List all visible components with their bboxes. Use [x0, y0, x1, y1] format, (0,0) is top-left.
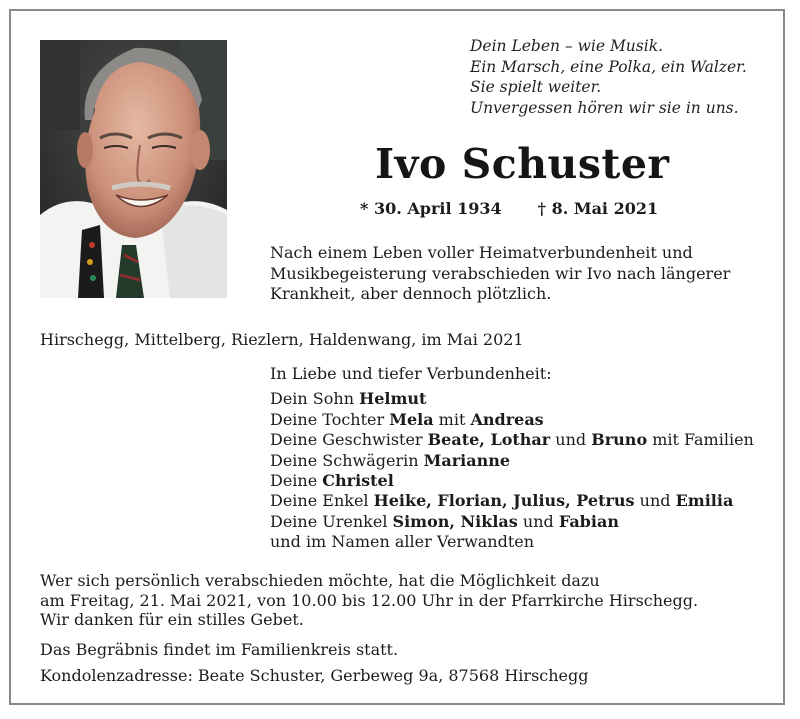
farewell-info — [40, 571, 698, 630]
farewell-line: Wir danken für ein stilles Gebet. — [40, 610, 304, 629]
intro-line: Musikbegeisterung verabschieden wir Ivo nach längerer — [270, 263, 731, 283]
mourner-grandchildren: Deine Enkel Heike, Florian, Julius, Petrus und Emilia — [270, 491, 734, 511]
mourner-siblings: Deine Geschwister Beate, Lothar und Bruno mit Familien — [270, 430, 754, 450]
mourner-sister-in-law: Deine Schwägerin Marianne — [270, 450, 511, 470]
poem-line: Dein Leben – wie Musik. — [470, 37, 664, 55]
mourner-great-grandchildren: Deine Urenkel Simon, Niklas und Fabian — [270, 511, 619, 531]
mourner-son: Dein Sohn Helmut — [270, 389, 427, 409]
deceased-name: Ivo Schuster — [375, 140, 670, 188]
poem — [470, 36, 780, 118]
mourner-daughter: Deine Tochter Mela mit Andreas — [270, 409, 544, 429]
life-dates — [360, 199, 658, 218]
mourners-heading: In Liebe und tiefer Verbundenheit: — [270, 364, 552, 383]
mourners-list — [270, 364, 754, 553]
mourner-relatives: und im Namen aller Verwandten — [270, 532, 535, 552]
poem-line: Sie spielt weiter. — [470, 78, 602, 96]
farewell-line: Wer sich persönlich verabschieden möchte, hat die Möglichkeit dazu — [40, 571, 600, 590]
poem-line: Unvergessen hören wir sie in uns. — [470, 98, 739, 117]
condolence-address: Kondolenzadresse: Beate Schuster, Gerbeweg 9a, 87568 Hirschegg — [40, 666, 589, 685]
farewell-line: am Freitag, 21. Mai 2021, von 10.00 bis 12.00 Uhr in der Pfarrkirche Hirschegg. — [40, 590, 699, 610]
mourner-christel: Deine Christel — [270, 471, 394, 491]
portrait-photo — [40, 40, 227, 298]
place-and-date: Hirschegg, Mittelberg, Riezlern, Haldenwang, im Mai 2021 — [40, 330, 524, 349]
death-date: † 8. Mai 2021 — [537, 199, 659, 218]
poem-line: Ein Marsch, eine Polka, ein Walzer. — [470, 57, 747, 76]
birth-date: * 30. April 1934 — [360, 199, 502, 218]
burial-note: Das Begräbnis findet im Familienkreis statt. — [40, 640, 399, 659]
intro-line: Krankheit, aber dennoch plötzlich. — [270, 284, 552, 303]
intro-line: Nach einem Leben voller Heimatverbundenheit und — [270, 243, 693, 262]
intro-text — [270, 243, 770, 305]
